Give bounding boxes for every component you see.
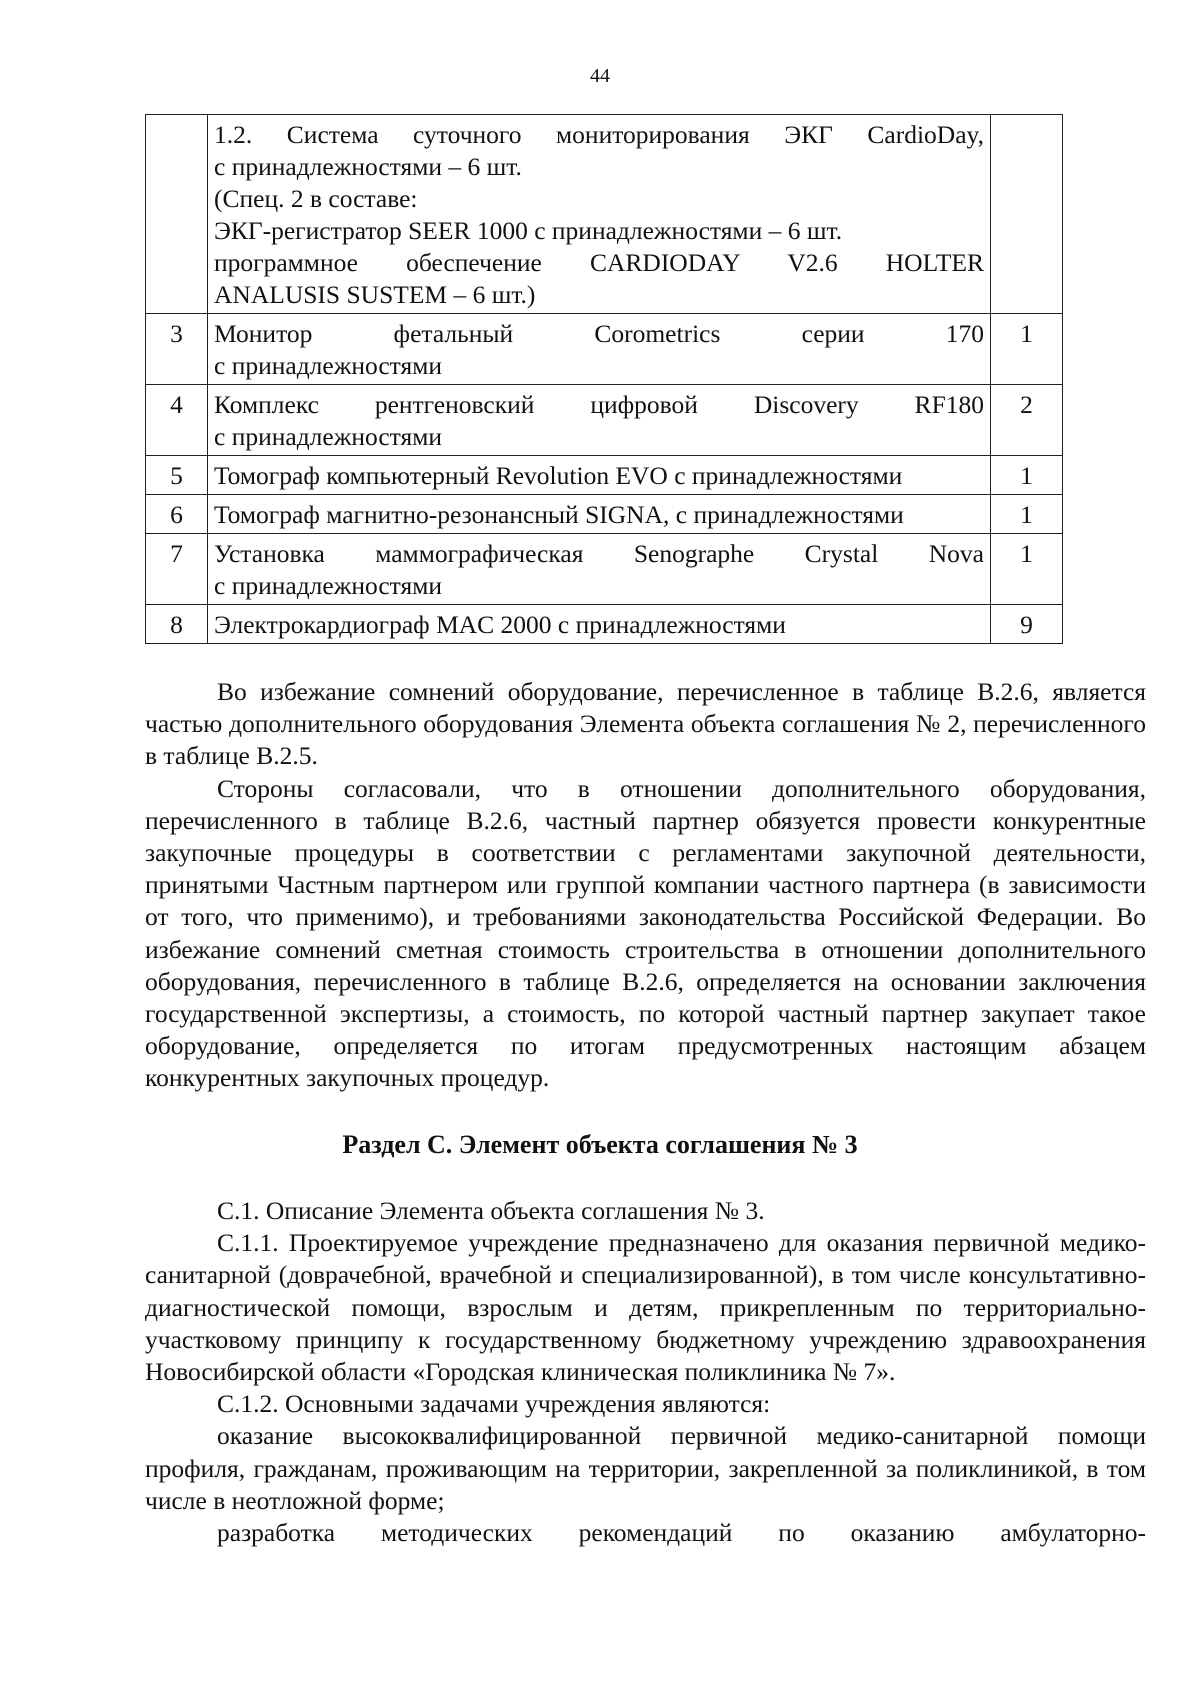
equipment-name	[208, 456, 991, 495]
paragraph: разработка методических рекомендаций по оказанию амбулаторно-	[217, 1518, 1146, 1548]
row-number: 7	[146, 534, 208, 605]
row-number: 4	[146, 385, 208, 456]
equipment-quantity: 1	[991, 534, 1063, 605]
equipment-name	[208, 115, 991, 314]
table-row	[146, 314, 1063, 385]
equipment-name-line: Комплекс рентгеновский цифровой Discovery RF180	[214, 390, 984, 419]
body-text	[145, 676, 1146, 1095]
equipment-name-line: с принадлежностями – 6 шт.	[214, 152, 522, 181]
table-row	[146, 495, 1063, 534]
table-row	[146, 456, 1063, 495]
row-number: 3	[146, 314, 208, 385]
equipment-name-line: 1.2. Система суточного мониторирования ЭКГ CardioDay,	[214, 120, 984, 149]
section-body	[145, 1195, 1146, 1549]
row-number: 5	[146, 456, 208, 495]
paragraph: оказание высококвалифицированной первичной медико-санитарной помощи профиля, гражданам, проживающим на территории, закрепленной за поликлиникой, в том числе в неотложной форме;	[145, 1421, 1146, 1515]
row-number: 6	[146, 495, 208, 534]
equipment-name	[208, 314, 991, 385]
equipment-name	[208, 534, 991, 605]
equipment-quantity	[991, 115, 1063, 314]
equipment-name-line: Томограф компьютерный Revolution EVO с принадлежностями	[214, 461, 903, 490]
equipment-quantity: 2	[991, 385, 1063, 456]
equipment-name-line: Установка маммографическая Senographe Crystal Nova	[214, 539, 984, 568]
row-number	[146, 115, 208, 314]
paragraph: Стороны согласовали, что в отношении дополнительного оборудования, перечисленного в таблице B.2.6, частный партнер обязуется провести конкурентные закупочные процедуры в соответствии с регламентами закупочной деятельности, принятыми Частным партнером или группой компании частного партнера (в зависимости от того, что применимо), и требованиями законодательства Российской Федерации. Во избежание сомнений сметная стоимость строительства в отношении дополнительного оборудования, перечисленного в таблице B.2.6, определяется на основании заключения государственной экспертизы, а стоимость, по которой частный партнер закупает такое оборудование, определяется по итогам предусмотренных настоящим абзацем конкурентных закупочных процедур.	[145, 773, 1146, 1093]
equipment-name-line: с принадлежностями	[214, 422, 443, 451]
equipment-name-line: ЭКГ-регистратор SEER 1000 с принадлежностями – 6 шт.	[214, 216, 843, 245]
equipment-quantity: 1	[991, 456, 1063, 495]
equipment-quantity: 1	[991, 495, 1063, 534]
equipment-name-line: Томограф магнитно-резонансный SIGNA, с принадлежностями	[214, 500, 904, 529]
equipment-table	[145, 114, 1063, 644]
equipment-name-line: (Спец. 2 в составе:	[214, 184, 418, 213]
section-heading: Раздел C. Элемент объекта соглашения № 3	[342, 1130, 858, 1159]
equipment-name	[208, 385, 991, 456]
equipment-name	[208, 605, 991, 644]
equipment-name-line: ANALUSIS SUSTEM – 6 шт.)	[214, 280, 536, 309]
table-row	[146, 115, 1063, 314]
paragraph: C.1.2. Основными задачами учреждения являются:	[217, 1389, 771, 1419]
equipment-name-line: программное обеспечение CARDIODAY V2.6 HOLTER	[214, 248, 984, 277]
table-row	[146, 385, 1063, 456]
table-row	[146, 605, 1063, 644]
page-number: 44	[590, 65, 610, 87]
equipment-quantity: 1	[991, 314, 1063, 385]
table-row	[146, 534, 1063, 605]
equipment-name-line: Электрокардиограф MAC 2000 с принадлежностями	[214, 610, 786, 639]
paragraph: Во избежание сомнений оборудование, перечисленное в таблице B.2.6, является частью дополнительного оборудования Элемента объекта соглашения № 2, перечисленного в таблице B.2.5.	[145, 677, 1146, 771]
paragraph: C.1.1. Проектируемое учреждение предназначено для оказания первичной медико-санитарной (доврачебной, врачебной и специализированной), в том числе консультативно-диагностической помощи, взрослым и детям, прикрепленным по территориально-участковому принципу к государственному бюджетному учреждению здравоохранения Новосибирской области «Городская клиническая поликлиника № 7».	[145, 1228, 1146, 1387]
equipment-name-line: с принадлежностями	[214, 571, 443, 600]
equipment-name	[208, 495, 991, 534]
row-number: 8	[146, 605, 208, 644]
paragraph: C.1. Описание Элемента объекта соглашения № 3.	[217, 1196, 765, 1225]
equipment-name-line: с принадлежностями	[214, 351, 443, 380]
equipment-quantity: 9	[991, 605, 1063, 644]
equipment-name-line: Монитор фетальный Corometrics серии 170	[214, 319, 984, 348]
